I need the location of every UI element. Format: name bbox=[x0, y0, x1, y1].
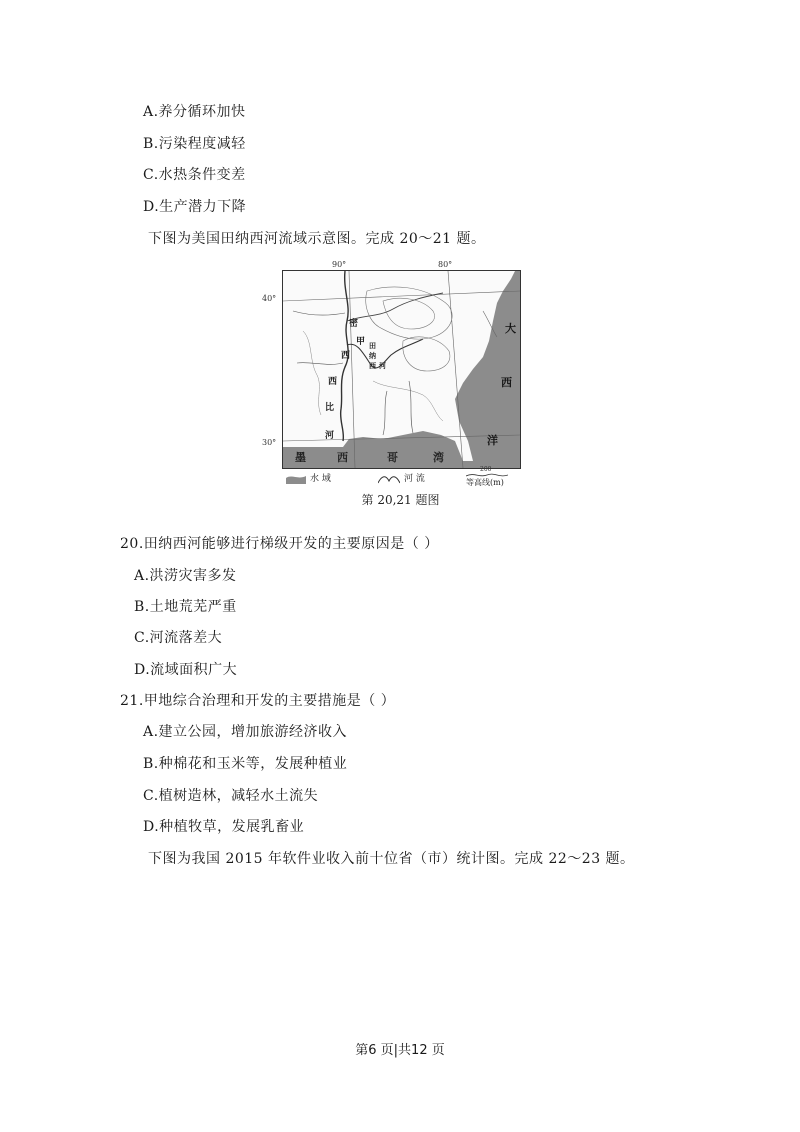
location-jia: 甲 bbox=[356, 337, 366, 347]
q21-option-d: D.种植牧草，发展乳畜业 bbox=[143, 819, 305, 835]
tennessee-label-1: 田 bbox=[369, 341, 376, 350]
lon-80-label: 80° bbox=[438, 260, 453, 269]
tennessee-basin-figure bbox=[262, 260, 523, 512]
atlantic-water bbox=[455, 271, 520, 461]
lon-90-label: 90° bbox=[332, 260, 347, 269]
gulf-label-1: 墨 bbox=[295, 451, 306, 464]
map-legend bbox=[282, 466, 522, 489]
legend-water-label: 水 域 bbox=[310, 474, 331, 484]
q20-option-a: A.洪涝灾害多发 bbox=[134, 568, 237, 584]
water-legend-icon bbox=[286, 474, 306, 484]
tennessee-label-4: 河 bbox=[379, 361, 386, 370]
q19-option-c: C.水热条件变差 bbox=[143, 167, 246, 183]
q21-option-b: B.种棉花和玉米等，发展种植业 bbox=[143, 756, 348, 772]
gulf-label-2: 西 bbox=[337, 451, 348, 464]
page-footer: 第6 页|共12 页 bbox=[355, 1043, 445, 1058]
q20-stem: 20.田纳西河能够进行梯级开发的主要原因是（ ） bbox=[120, 536, 439, 552]
mississippi-label-5: 河 bbox=[325, 431, 335, 441]
q19-option-b: B.污染程度减轻 bbox=[143, 136, 246, 152]
q21-option-a: A.建立公园，增加旅游经济收入 bbox=[143, 724, 348, 740]
legend-river-label: 河 流 bbox=[404, 474, 425, 484]
atlantic-label-1: 大 bbox=[505, 322, 516, 335]
mississippi-label-4: 比 bbox=[325, 403, 335, 413]
q20-option-b: B.土地荒芜严重 bbox=[134, 599, 237, 615]
q21-stem: 21.甲地综合治理和开发的主要措施是（ ） bbox=[120, 693, 396, 709]
legend-contour-value: 200 bbox=[480, 466, 492, 473]
mississippi-label-1: 密 bbox=[349, 319, 359, 329]
legend-contour-label: 等高线(m) bbox=[466, 478, 504, 487]
mississippi-label-2: 西 bbox=[341, 351, 351, 361]
figure-caption: 第 20,21 题图 bbox=[361, 493, 440, 507]
lat-40-label: 40° bbox=[262, 294, 277, 303]
q20-option-c: C.河流落差大 bbox=[134, 630, 223, 646]
lat-30-label: 30° bbox=[262, 438, 277, 447]
tennessee-label-2: 纳 bbox=[369, 351, 376, 360]
q21-option-c: C.植树造林，减轻水土流失 bbox=[143, 788, 319, 804]
intro-20-21: 下图为美国田纳西河流域示意图。完成 20～21 题。 bbox=[148, 231, 486, 247]
q19-option-d: D.生产潜力下降 bbox=[143, 199, 247, 215]
river-legend-icon bbox=[378, 473, 400, 485]
gulf-label-3: 哥 bbox=[387, 451, 398, 464]
atlantic-label-2: 西 bbox=[501, 376, 512, 389]
gulf-label-4: 湾 bbox=[433, 451, 444, 464]
q20-option-d: D.流域面积广大 bbox=[134, 662, 238, 678]
mississippi-label-3: 西 bbox=[328, 377, 338, 387]
tennessee-label-3: 西 bbox=[369, 361, 376, 370]
atlantic-label-3: 洋 bbox=[487, 434, 498, 447]
intro-22-23: 下图为我国 2015 年软件业收入前十位省（市）统计图。完成 22～23 题。 bbox=[148, 851, 635, 867]
q19-option-a: A.养分循环加快 bbox=[143, 104, 246, 120]
map-frame bbox=[282, 270, 521, 469]
map-drawing bbox=[283, 271, 520, 468]
